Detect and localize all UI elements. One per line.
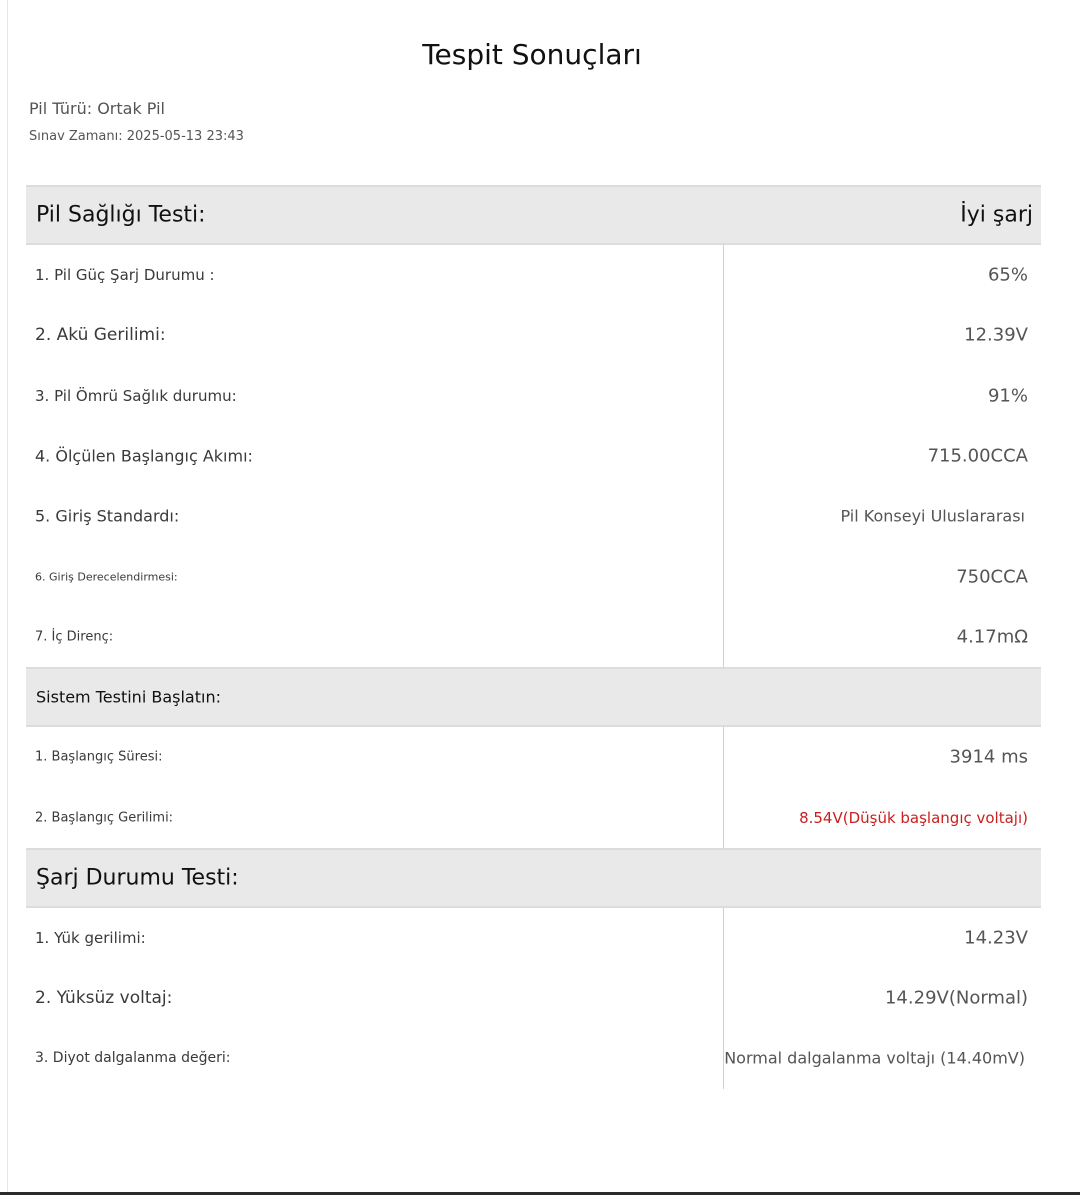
table-row (26, 727, 1041, 787)
row-value: 65% (987, 264, 1028, 286)
charging-test-header (26, 848, 1041, 908)
column-divider (723, 968, 724, 1028)
row-label: 6. Giriş Derecelendirmesi: (35, 570, 178, 584)
row-label: 4. Ölçülen Başlangıç Akımı: (35, 446, 253, 466)
row-value: 14.29V(Normal) (884, 987, 1028, 1009)
row-label: 2. Akü Gerilimi: (35, 325, 166, 346)
row-label: 5. Giriş Standardı: (35, 506, 180, 526)
table-row (26, 486, 1041, 546)
table-row (26, 366, 1041, 426)
row-value: 14.23V (964, 927, 1028, 949)
row-value: 12.39V (964, 324, 1028, 346)
column-divider (723, 366, 724, 426)
row-label: 7. İç Direnç: (35, 629, 114, 645)
row-label: 1. Yük gerilimi: (35, 928, 146, 947)
battery-type: Pil Türü: Ortak Pil (29, 99, 165, 118)
table-row (26, 426, 1041, 486)
table-row (26, 1028, 1041, 1088)
column-divider (723, 727, 724, 787)
column-divider (723, 486, 724, 546)
left-border (7, 0, 8, 1195)
column-divider (723, 546, 724, 606)
battery-health-result: İyi şarj (960, 202, 1033, 228)
table-row (26, 908, 1041, 968)
row-value: 750CCA (956, 566, 1028, 588)
warning-value: 8.54V(Düşük başlangıç voltajı) (799, 808, 1028, 827)
table-row (26, 546, 1041, 606)
row-value: Normal dalgalanma voltajı (14.40mV) (724, 1048, 1025, 1068)
charging-test-title: Şarj Durumu Testi: (36, 865, 239, 891)
row-label: 3. Diyot dalgalanma değeri: (35, 1050, 231, 1067)
row-label: 1. Başlangıç Süresi: (35, 749, 163, 765)
row-label: 1. Pil Güç Şarj Durumu : (35, 266, 215, 285)
row-value: 715.00CCA (927, 445, 1028, 467)
battery-health-title: Pil Sağlığı Testi: (36, 202, 206, 228)
column-divider (723, 245, 724, 305)
column-divider (723, 908, 724, 968)
row-value: 91% (987, 385, 1028, 407)
table-row (26, 245, 1041, 305)
table-row (26, 968, 1041, 1028)
table-row (26, 787, 1041, 847)
table-row (26, 305, 1041, 365)
column-divider (723, 787, 724, 847)
column-divider (723, 305, 724, 365)
test-time: Sınav Zamanı: 2025-05-13 23:43 (29, 129, 244, 144)
row-label: 2. Yüksüz voltaj: (35, 988, 173, 1009)
column-divider (723, 607, 724, 667)
row-label: 3. Pil Ömrü Sağlık durumu: (35, 386, 237, 405)
table-row (26, 607, 1041, 667)
system-test-title: Sistem Testini Başlatın: (36, 687, 221, 707)
row-value: 4.17mΩ (956, 626, 1028, 648)
row-value: Pil Konseyi Uluslararası (840, 506, 1025, 526)
system-test-header (26, 667, 1041, 727)
column-divider (723, 426, 724, 486)
results-table (26, 185, 1041, 1089)
page-title: Tespit Sonuçları (422, 38, 642, 71)
row-label: 2. Başlangıç Gerilimi: (35, 810, 174, 826)
row-value: 3914 ms (949, 746, 1028, 768)
battery-health-header (26, 185, 1041, 245)
